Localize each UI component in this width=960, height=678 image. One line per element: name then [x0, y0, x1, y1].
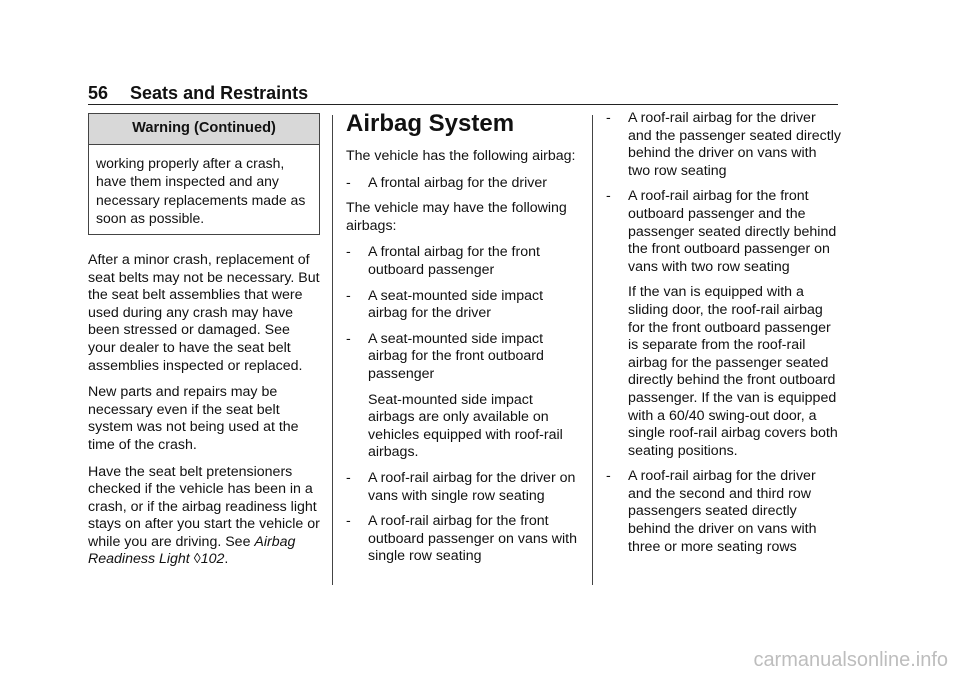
list-item: [346, 513, 578, 566]
page-number: 56: [88, 83, 109, 103]
warning-body: working properly after a crash, have them inspected and any necessary replacements made as soon as possible.: [96, 154, 306, 227]
paragraph: The vehicle may have the following airbags:: [346, 200, 567, 234]
bullet-icon: ‐: [606, 468, 611, 485]
list-item: [606, 468, 842, 556]
bullet-icon: ‐: [346, 174, 351, 191]
column-divider: [332, 115, 333, 585]
list-item: [346, 470, 578, 505]
list-item-text: A roof-rail airbag for the driver and the passenger seated directly behind the driver on vans with two row seating: [628, 110, 841, 179]
paragraph: New parts and repairs may be necessary even if the seat belt system was not being used at the time of the crash.: [88, 384, 299, 453]
list-item: [606, 110, 842, 180]
bullet-icon: ‐: [346, 469, 351, 486]
bullet-icon: ‐: [606, 188, 611, 205]
list-item-text: A seat-mounted side impact airbag for the front outboard passenger: [368, 330, 544, 382]
bullet-icon: ‐: [606, 110, 611, 126]
paragraph-end: .: [224, 551, 229, 568]
column-3: [606, 110, 842, 564]
bullet-icon: ‐: [346, 513, 351, 530]
paragraph-text: Have the seat belt pretensioners checked if the vehicle has been in a crash, or if the airbag readiness light stays on after you start the vehicle or while you are driving. See: [88, 463, 320, 550]
bullet-icon: ‐: [346, 244, 351, 261]
cross-reference-link[interactable]: Airbag Readiness Light: [88, 533, 296, 568]
list-item-text: A seat-mounted side impact airbag for the driver: [368, 287, 544, 322]
list-item: [346, 288, 578, 323]
paragraph: After a minor crash, replacement of seat belts may not be necessary. But the seat belt assemblies that were used during any crash may have been stressed or damaged. See your dealer to have the seat belt assemblies inspected or replaced.: [88, 251, 320, 374]
bullet-icon: ‐: [346, 330, 351, 347]
list-item: [606, 188, 842, 276]
list-item-text: A roof-rail airbag for the front outboard passenger on vans with single row seating: [368, 513, 578, 565]
bullet-icon: ‐: [346, 287, 351, 304]
page-ref-number[interactable]: 102: [200, 551, 225, 568]
list-item: [346, 175, 578, 193]
section-title: Seats and Restraints: [130, 83, 309, 103]
airbag-system-heading: Airbag System: [346, 110, 515, 137]
list-item: [346, 244, 578, 279]
column-1: [88, 113, 320, 578]
paragraph: The vehicle has the following airbag:: [346, 148, 576, 164]
page-ref-icon: ◊: [193, 551, 201, 568]
list-item-text: A frontal airbag for the driver: [368, 174, 548, 191]
list-item: [346, 331, 578, 384]
list-item-text: A roof-rail airbag for the driver and the second and third row passengers seated directly behind the driver on vans with three or more seating rows: [628, 468, 817, 555]
warning-title: Warning (Continued): [89, 114, 319, 145]
list-item-text: A roof-rail airbag for the driver on vans with single row seating: [368, 469, 576, 504]
list-item-note: If the van is equipped with a sliding door, the roof-rail airbag for the front outboard passenger is separate from the roof-rail airbag for the passenger seated directly behind the front outboard passenger. If the van is equipped with a 60/40 swing-out door, a single roof-rail airbag covers both seating positions.: [628, 284, 838, 459]
watermark: carmanualsonline.info: [753, 649, 948, 671]
list-item-text: A frontal airbag for the front outboard passenger: [368, 244, 540, 278]
paragraph: [88, 464, 320, 570]
page-header: [88, 82, 838, 105]
list-item-text: A roof-rail airbag for the front outboard passenger and the passenger seated directly behind the front outboard passenger on vans with two row seating: [628, 188, 837, 275]
column-2: [346, 110, 578, 574]
list-item-note: Seat-mounted side impact airbags are only available on vehicles equipped with roof-rail airbags.: [368, 391, 563, 461]
warning-box: [88, 113, 320, 235]
column-divider: [592, 115, 593, 585]
